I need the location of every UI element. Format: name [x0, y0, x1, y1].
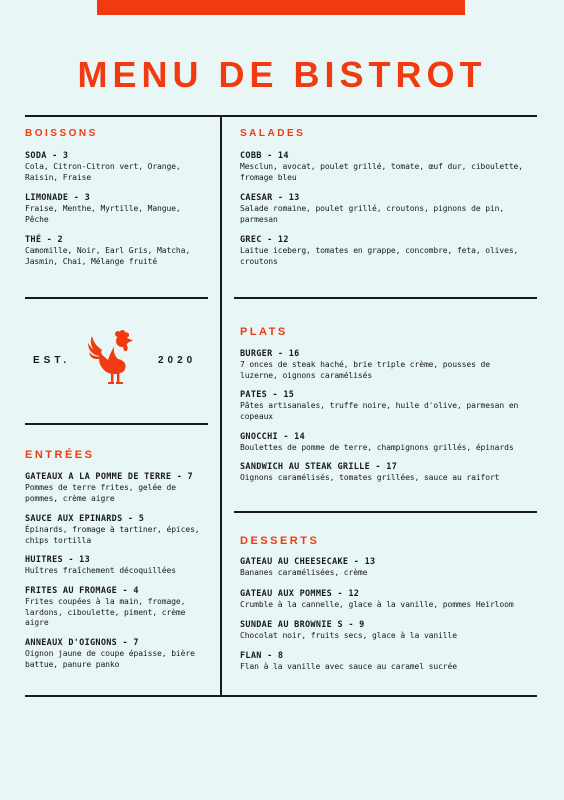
menu-item	[240, 589, 525, 611]
item-name: GATEAU AU CHEESECAKE - 13	[240, 557, 376, 567]
item-name: ANNEAUX D'OIGNONS - 7	[25, 638, 139, 648]
section-title: PLATS	[240, 326, 288, 338]
item-desc: Crumble à la cannelle, glace à la vanille, pommes Heirloom	[240, 600, 514, 609]
top-accent-bar	[97, 0, 465, 15]
item-desc: Fraise, Menthe, Myrtille, Mangue, Pêche	[25, 204, 181, 224]
menu-item	[240, 432, 525, 454]
menu-item	[25, 555, 205, 577]
menu-item	[25, 586, 205, 629]
item-desc: Mesclun, avocat, poulet grillé, tomate, œuf dur, ciboulette, fromage bleu	[240, 162, 523, 182]
menu-item	[240, 349, 525, 381]
menu-item	[240, 193, 525, 225]
item-desc: Salade romaine, poulet grillé, croutons, pignons de pin, parmesan	[240, 204, 505, 224]
item-desc: Oignons caramélisés, tomates grillées, sauce au raifort	[240, 473, 500, 482]
item-desc: Cola, Citron-Citron vert, Orange, Raisin, Fraise	[25, 162, 181, 182]
item-desc: Huîtres fraîchement décoquillées	[25, 566, 176, 575]
item-desc: Frites coupées à la main, fromage, lardons, ciboulette, piment, crème aigre	[25, 597, 186, 627]
item-desc: Oignon jaune de coupe épaisse, bière battue, panure panko	[25, 649, 195, 669]
item-name: SAUCE AUX EPINARDS - 5	[25, 514, 145, 524]
item-desc: Pommes de terre frites, gelée de pommes, crème aigre	[25, 483, 176, 503]
item-name: CAESAR - 13	[240, 193, 300, 203]
rooster-logo-icon	[88, 329, 144, 387]
menu-item	[25, 638, 205, 670]
item-name: COBB - 14	[240, 151, 289, 161]
item-name: PATES - 15	[240, 390, 295, 400]
section-title: SALADES	[240, 128, 306, 139]
item-name: GNOCCHI - 14	[240, 432, 306, 442]
item-name: SODA - 3	[25, 151, 69, 161]
section-title: ENTRÉES	[25, 449, 95, 461]
top-divider	[25, 115, 537, 117]
menu-item	[240, 620, 525, 642]
menu-item	[25, 472, 205, 504]
section-title: BOISSONS	[25, 128, 98, 139]
item-desc: Camomille, Noir, Earl Gris, Matcha, Jasmin, Chai, Mélange fruité	[25, 246, 191, 266]
item-name: GREC - 12	[240, 235, 289, 245]
item-desc: Pâtes artisanales, truffe noire, huile d'olive, parmesan en copeaux	[240, 401, 519, 421]
right-divider-2	[234, 511, 537, 513]
item-name: FRITES AU FROMAGE - 4	[25, 586, 139, 596]
item-name: SANDWICH AU STEAK GRILLE - 17	[240, 462, 398, 472]
menu-item	[240, 462, 525, 484]
item-desc: Épinards, fromage à tartiner, épices, chips tortilla	[25, 525, 200, 545]
left-divider-2	[25, 423, 208, 425]
menu-item	[240, 651, 525, 673]
menu-title: MENU DE BISTROT	[77, 54, 487, 95]
est-year: 2020	[158, 355, 197, 366]
section-title: DESSERTS	[240, 535, 320, 547]
menu-item	[25, 151, 205, 183]
item-desc: Chocolat noir, fruits secs, glace à la vanille	[240, 631, 457, 640]
item-desc: 7 onces de steak haché, brie triple crème, pousses de luzerne, oignons caramélisés	[240, 360, 490, 380]
center-divider	[220, 115, 222, 696]
item-name: LIMONADE - 3	[25, 193, 91, 203]
menu-item	[25, 235, 205, 267]
item-desc: Flan à la vanille avec sauce au caramel sucrée	[240, 662, 457, 671]
menu-item	[240, 557, 525, 579]
menu-item	[240, 151, 525, 183]
item-name: SUNDAE AU BROWNIE S - 9	[240, 620, 365, 630]
menu-item	[240, 390, 525, 422]
menu-item	[25, 193, 205, 225]
right-divider-1	[234, 297, 537, 299]
est-label: EST.	[33, 355, 71, 366]
item-desc: Bananes caramélisées, crème	[240, 568, 368, 577]
item-desc: Laitue iceberg, tomates en grappe, concombre, feta, olives, croutons	[240, 246, 519, 266]
item-name: GATEAUX A LA POMME DE TERRE - 7	[25, 472, 193, 482]
item-name: FLAN - 8	[240, 651, 284, 661]
item-desc: Boulettes de pomme de terre, champignons grillés, épinards	[240, 443, 514, 452]
item-name: THÉ - 2	[25, 235, 63, 245]
item-name: BURGER - 16	[240, 349, 300, 359]
item-name: HUITRES - 13	[25, 555, 91, 565]
left-divider-1	[25, 297, 208, 299]
bottom-divider	[25, 695, 537, 697]
menu-item	[240, 235, 525, 267]
menu-item	[25, 514, 205, 546]
item-name: GATEAU AUX POMMES - 12	[240, 589, 360, 599]
